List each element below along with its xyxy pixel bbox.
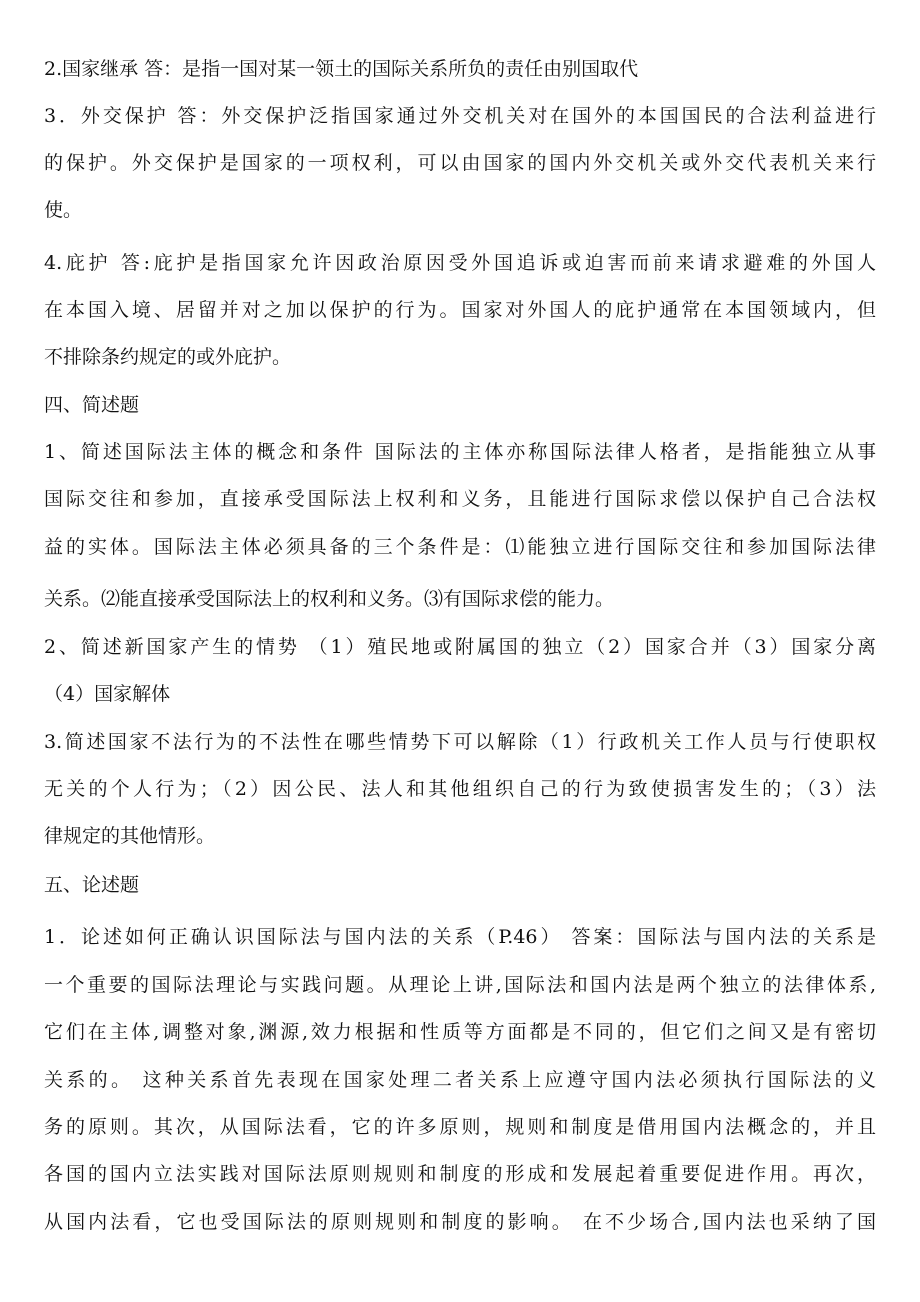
text-line: 2、简述新国家产生的情势 （1）殖民地或附属国的独立（2）国家合并（3）国家分离 xyxy=(44,636,876,658)
text-line: 的保护。外交保护是国家的一项权利，可以由国家的国内外交机关或外交代表机关来行 xyxy=(44,152,876,174)
text-line: 1．论述如何正确认识国际法与国内法的关系（P.46） 答案：国际法与国内法的关系是 xyxy=(44,926,876,948)
text-line: 3．外交保护 答：外交保护泛指国家通过外交机关对在国外的本国国民的合法利益进行 xyxy=(44,105,876,127)
text-line: 关系。⑵能直接承受国际法上的权利和义务。⑶有国际求偿的能力。 xyxy=(44,588,615,610)
text-line: （4）国家解体 xyxy=(44,683,171,705)
text-line: 使。 xyxy=(44,199,83,221)
text-line: 2.国家继承 答：是指一国对某一领土的国际关系所负的责任由别国取代 xyxy=(44,58,639,80)
text-line: 在本国入境、居留并对之加以保护的行为。国家对外国人的庇护通常在本国领域内，但 xyxy=(44,299,876,321)
text-line: 1、简述国际法主体的概念和条件 国际法的主体亦称国际法律人格者，是指能独立从事 xyxy=(44,441,876,463)
section-heading: 四、简述题 xyxy=(44,394,140,416)
text-line: 3.简述国家不法行为的不法性在哪些情势下可以解除（1）行政机关工作人员与行使职权 xyxy=(44,731,876,753)
text-line: 4.庇护 答:庇护是指国家允许因政治原因受外国追诉或迫害而前来请求避难的外国人 xyxy=(44,252,876,274)
text-line: 不排除条约规定的或外庇护。 xyxy=(44,346,292,368)
text-line: 各国的国内立法实践对国际法原则规则和制度的形成和发展起着重要促进作用。再次， xyxy=(44,1163,876,1185)
text-line: 它们在主体,调整对象,渊源,效力根据和性质等方面都是不同的，但它们之间又是有密切 xyxy=(44,1021,876,1043)
text-line: 一个重要的国际法理论与实践问题。从理论上讲,国际法和国内法是两个独立的法律体系, xyxy=(44,974,876,996)
section-heading: 五、论述题 xyxy=(44,874,140,896)
text-line: 从国内法看，它也受国际法的原则规则和制度的影响。 在不少场合,国内法也采纳了国 xyxy=(44,1211,876,1233)
text-line: 国际交往和参加，直接承受国际法上权利和义务，且能进行国际求偿以保护自己合法权 xyxy=(44,488,876,510)
text-line: 律规定的其他情形。 xyxy=(44,825,216,847)
text-line: 无关的个人行为；（2）因公民、法人和其他组织自己的行为致使损害发生的；（3）法 xyxy=(44,778,876,800)
text-line: 务的原则。其次，从国际法看，它的许多原则，规则和制度是借用国内法概念的，并且 xyxy=(44,1116,876,1138)
text-line: 益的实体。国际法主体必须具备的三个条件是：⑴能独立进行国际交往和参加国际法律 xyxy=(44,536,876,558)
text-line: 关系的。 这种关系首先表现在国家处理二者关系上应遵守国内法必须执行国际法的义 xyxy=(44,1069,876,1091)
